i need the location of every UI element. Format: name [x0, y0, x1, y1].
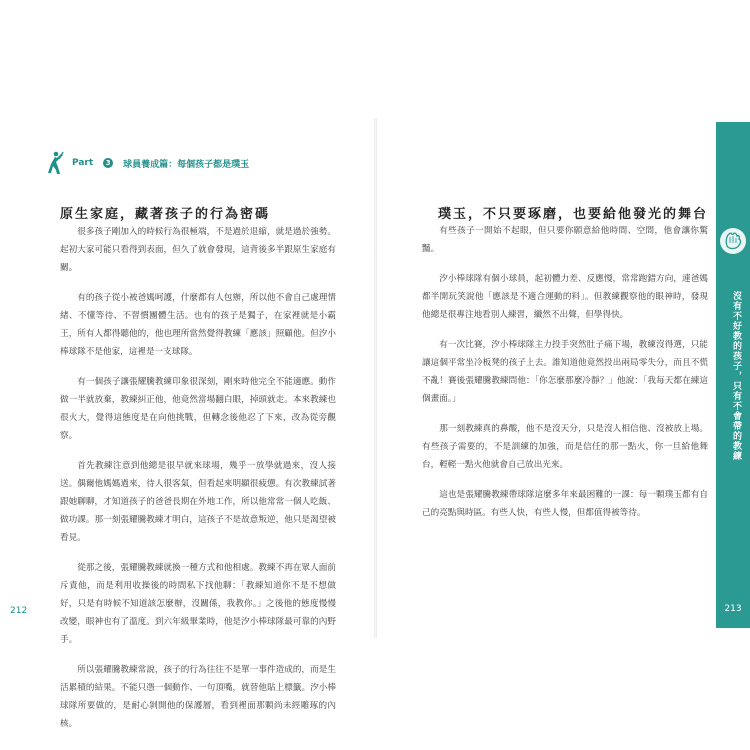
right-page-number: 213: [724, 604, 742, 614]
paragraph: 有些孩子一開始不起眼，但只要你願意給他時間、空間，他會讓你驚豔。: [422, 226, 708, 254]
paragraph: 所以張耀騰教練常說，孩子的行為往往不是單一事件造成的，而是生活累積的結果。不能只憑一個動作、一句頂嘴，就替他貼上標籤。汐小棒球隊所要做的，是耐心剝開他的保護層，看到裡面那顆尚未經雕琢的內核。: [60, 665, 336, 729]
paragraph: 這也是張耀騰教練帶球隊這麼多年來最困難的一課：每一顆璞玉都有自己的亮點與時區。有些人快，有些人慢，但都值得被等待。: [422, 490, 708, 518]
paragraph: 汐小棒球隊有個小球員，起初體力差、反應慢，常常跑錯方向，連爸媽都半開玩笑說他「應該是不適合運動的料」。但教練觀察他的眼神時，發現他總是很專注地看別人練習，纖然不出聲，但學得快。: [422, 274, 708, 320]
part-number-badge: 3: [103, 158, 113, 168]
running-header: [44, 152, 249, 174]
page-gutter: [374, 118, 377, 638]
left-page-number: 212: [10, 606, 28, 616]
right-body: [422, 222, 708, 534]
paragraph: 那一刻教練真的鼻酸，他不是沒天分，只是沒人相信他、沒被放上場。有些孩子需要的，不是訓練的加強，而是信任的那一點火，你一旦給他舞台，輕輕一點火他就會自己放出光來。: [422, 424, 708, 470]
paragraph: 有一次比賽，汐小棒球隊主力投手突然肚子痛下場，教練沒得選，只能讓這個平常坐冷板凳的孩子上去。誰知道他竟然投出兩局零失分，而且不慌不亂！賽後張耀騰教練問他：「你怎麼那麼冷靜？」他說：「我每天都在練這個畫面。」: [422, 340, 708, 404]
right-section-title: 璞玉，不只要琢磨，也要給他發光的舞台: [438, 207, 709, 222]
paragraph: 有一個孩子讓張耀騰教練印象很深刻，剛來時他完全不能適應。動作做一半就放棄，教練糾正他，他竟然當場翻白眼，掉頭就走。本來教練也很火大，覺得這態度是在向他挑戰，但轉念後他忍了下來，改為從旁觀察。: [60, 377, 336, 441]
baseball-glove-icon: [718, 226, 748, 256]
baseball-player-icon: [44, 151, 64, 175]
side-tab-text: 沒有不好教的孩子，只有不會帶的教練: [731, 291, 741, 461]
left-section-title: 原生家庭，藏著孩子的行為密碼: [60, 207, 271, 222]
part-label: Part: [72, 158, 94, 168]
paragraph: 從那之後，張耀騰教練就換一種方式和他相處。教練不再在眾人面前斥責他，而是利用收操後的時間私下找他聊：「教練知道你不是不想做好，只是有時候不知道該怎麼辦，沒關係，我教你。」之後他的態度慢慢改變，眼神也有了溫度。到六年級畢業時，他是汐小棒球隊最可靠的內野手。: [60, 563, 336, 645]
paragraph: 很多孩子剛加入的時候行為很極端，不是過於退縮，就是過於強勢。起初大家可能只看得到表面，但久了就會發現，這背後多半跟原生家庭有關。: [60, 227, 336, 273]
chapter-title: 球員養成篇：每個孩子都是璞玉: [123, 159, 250, 170]
paragraph: 有的孩子從小被爸媽呵護，什麼都有人包辦，所以他不會自己處理情緒、不懂等待、不習慣團體生活。也有的孩子是獨子，在家裡就是小霸王，所有人都得聽他的，他也理所當然覺得教練「應該」照顧他。但汐小棒球隊不是他家，這裡是一支球隊。: [60, 293, 336, 357]
left-body: [60, 223, 336, 745]
paragraph: 首先教練注意到他總是很早就來球場，幾乎一放學就過來，沒人接送。偶爾他媽媽過來，待人很客氣，但看起來明顯很疲憊。有次教練試著跟她聊聊，才知道孩子的爸爸長期在外地工作，所以他常常一個人吃飯、做功課。那一刻張耀騰教練才明白，這孩子不是故意叛逆，他只是渴望被看見。: [60, 461, 336, 543]
